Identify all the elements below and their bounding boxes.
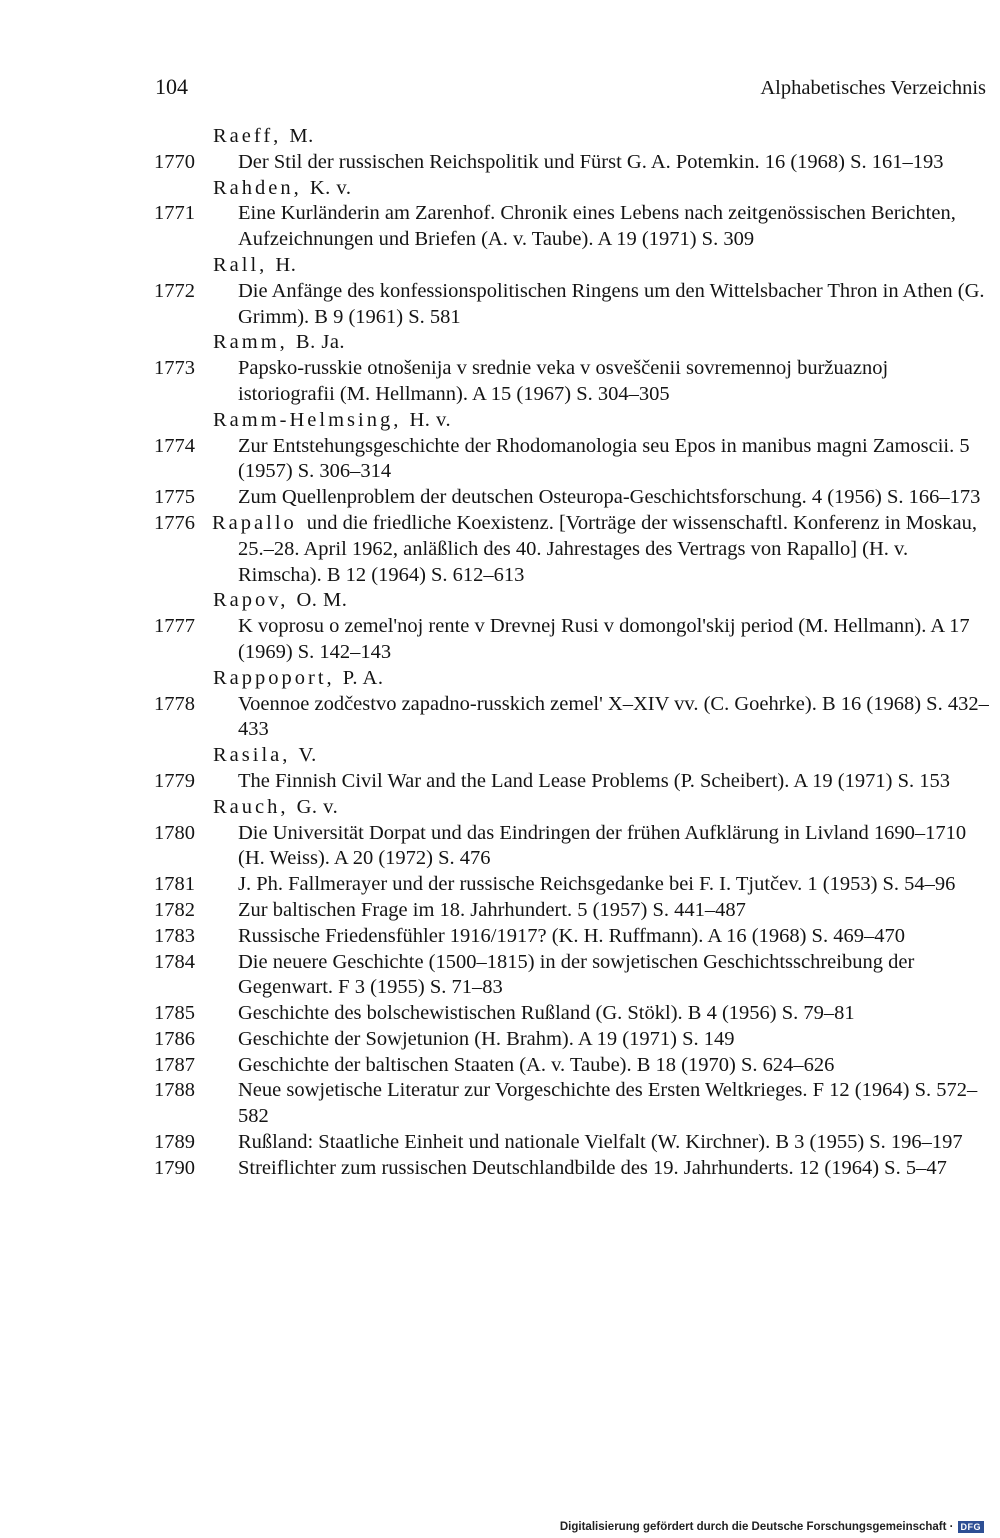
author-given-name: O. M.: [296, 589, 348, 612]
entry-text: Geschichte der Sowjetunion (H. Brahm). A 19 (1971) S. 149: [238, 1027, 735, 1050]
author-heading: [150, 330, 990, 356]
entry-number: 1772: [154, 279, 195, 302]
entry-number: 1776: [154, 511, 195, 534]
entry-text: Streiflichter zum russischen Deutschlandbilde des 19. Jahrhunderts. 12 (1964) S. 5–47: [238, 1156, 947, 1179]
entry-text: Der Stil der russischen Reichspolitik und Fürst G. A. Potemkin. 16 (1968) S. 161–193: [238, 150, 944, 173]
author-surname: Rall,: [213, 253, 268, 276]
entry-number: 1770: [154, 150, 195, 173]
entry-number: 1782: [154, 898, 195, 921]
author-given-name: H. v.: [409, 408, 452, 431]
author-given-name: P. A.: [342, 666, 384, 689]
entry-text: Zur baltischen Frage im 18. Jahrhundert. 5 (1957) S. 441–487: [238, 898, 746, 921]
index-entry: [150, 1001, 990, 1027]
author-heading: [150, 666, 990, 692]
entry-number: 1784: [154, 950, 195, 973]
index-entry: [150, 1156, 990, 1182]
dfg-logo: DFG: [958, 1521, 985, 1533]
index-entry: [150, 356, 990, 408]
entry-text: Die neuere Geschichte (1500–1815) in der sowjetischen Geschichtsschreibung der Gegenwart. F 3 (1955) S. 71–83: [238, 950, 915, 999]
entry-number: 1789: [154, 1131, 195, 1154]
index-entry: [150, 821, 990, 873]
author-surname: Rappoport,: [213, 666, 335, 689]
entry-text: The Finnish Civil War and the Land Lease Problems (P. Scheibert). A 19 (1971) S. 153: [238, 769, 950, 792]
author-given-name: H.: [275, 253, 297, 276]
entry-text: und die friedliche Koexistenz. [Vorträge der wissenschaftl. Konferenz in Moskau, 25.–28. April 1962, anläßlich des 40. Jahrestages des Vertrags von Rapallo] (H. v. Rimscha). B 12 (1964) S. 612–613: [238, 511, 977, 586]
author-surname: Ramm-Helmsing,: [213, 408, 402, 431]
entry-text: Geschichte der baltischen Staaten (A. v. Taube). B 18 (1970) S. 624–626: [238, 1053, 835, 1076]
author-heading: [150, 795, 990, 821]
entry-text: Die Anfänge des konfessionspolitischen Ringens um den Wittelsbacher Thron in Athen (G. Grimm). B 9 (1961) S. 581: [238, 279, 985, 328]
entry-text: Zur Entstehungsgeschichte der Rhodomanologia seu Epos in manibus magni Zamoscii. 5 (1957) S. 306–314: [238, 434, 970, 483]
author-surname: Rahden,: [213, 176, 302, 199]
author-heading: [150, 743, 990, 769]
index-entry: [150, 201, 990, 253]
entry-inline-heading: Rapallo: [212, 511, 297, 534]
author-surname: Rauch,: [213, 795, 289, 818]
page-number: 104: [155, 74, 188, 99]
author-heading: [150, 124, 990, 150]
running-head: Alphabetisches Verzeichnis: [760, 77, 986, 99]
author-given-name: M.: [289, 125, 314, 147]
author-heading: [150, 176, 990, 202]
index-entry: [150, 485, 990, 511]
author-given-name: V.: [298, 744, 317, 767]
entry-number: 1780: [154, 821, 195, 844]
entry-number: 1783: [154, 924, 195, 947]
entry-number: 1775: [154, 486, 195, 509]
entry-text: Rußland: Staatliche Einheit und nationale Vielfalt (W. Kirchner). B 3 (1955) S. 196–197: [238, 1131, 963, 1154]
author-heading: [150, 588, 990, 614]
author-surname: Ramm,: [213, 331, 288, 354]
entry-number: 1777: [154, 615, 195, 638]
entry-text: Russische Friedensfühler 1916/1917? (K. H. Ruffmann). A 16 (1968) S. 469–470: [238, 924, 905, 947]
author-surname: Rapov,: [213, 589, 289, 612]
entry-number: 1779: [154, 769, 195, 792]
entry-number: 1785: [154, 1002, 195, 1025]
footer-credit: Digitalisierung gefördert durch die Deutsche Forschungsgemeinschaft ·: [559, 1521, 954, 1533]
entry-text: Die Universität Dorpat und das Eindringen der frühen Aufklärung in Livland 1690–1710 (H. Weiss). A 20 (1972) S. 476: [238, 821, 967, 870]
entry-text: Papsko-russkie otnošenija v srednie veka v osveščenii sovremennoj buržuaznoj istoriografii (M. Hellmann). A 15 (1967) S. 304–305: [238, 357, 889, 405]
author-surname: Raeff,: [213, 125, 282, 147]
index-entry: [150, 769, 990, 795]
index-entry: [150, 872, 990, 898]
index-entry: [150, 898, 990, 924]
entry-text: Voennoe zodčestvo zapadno-russkich zemel' X–XIV vv. (C. Goehrke). B 16 (1968) S. 432–433: [238, 692, 989, 741]
entry-number: 1787: [154, 1053, 195, 1076]
entry-number: 1771: [154, 202, 195, 225]
index-entry: [150, 1130, 990, 1156]
entry-number: 1786: [154, 1027, 195, 1050]
index-entry: [150, 614, 990, 666]
index-entry: [150, 279, 990, 331]
author-heading: [150, 408, 990, 434]
entry-number: 1790: [154, 1156, 195, 1179]
author-given-name: G. v.: [296, 795, 339, 818]
author-heading: [150, 253, 990, 279]
index-entry: [150, 434, 990, 486]
index-entry: [150, 924, 990, 950]
index-entry: [150, 1053, 990, 1079]
entry-number: 1781: [154, 873, 195, 896]
index-entry: [150, 150, 990, 176]
entry-number: 1778: [154, 692, 195, 715]
entry-text: Zum Quellenproblem der deutschen Osteuropa-Geschichtsforschung. 4 (1956) S. 166–173: [238, 486, 981, 509]
index-entry: [150, 511, 990, 588]
entry-text: K voprosu o zemel'noj rente v Drevnej Rusi v domongol'skij period (M. Hellmann). A 17 (1969) S. 142–143: [238, 615, 970, 663]
index-entries: [150, 124, 990, 1182]
digitization-footer: [560, 1521, 984, 1533]
entry-text: Neue sowjetische Literatur zur Vorgeschichte des Ersten Weltkrieges. F 12 (1964) S. 572–582: [238, 1079, 978, 1128]
index-entry: [150, 1078, 990, 1130]
entry-number: 1774: [154, 434, 195, 457]
index-entry: [150, 950, 990, 1002]
entry-text: Eine Kurländerin am Zarenhof. Chronik eines Lebens nach zeitgenössischen Berichten, Aufzeichnungen und Briefen (A. v. Taube). A 19 (1971) S. 309: [238, 202, 956, 251]
entry-number: 1773: [154, 357, 195, 380]
author-given-name: K. v.: [309, 176, 352, 199]
author-given-name: B. Ja.: [295, 331, 346, 354]
index-entry: [150, 1027, 990, 1053]
entry-number: 1788: [154, 1079, 195, 1102]
entry-text: J. Ph. Fallmerayer und der russische Reichsgedanke bei F. I. Tjutčev. 1 (1953) S. 54–96: [238, 873, 956, 896]
entry-text: Geschichte des bolschewistischen Rußland (G. Stökl). B 4 (1956) S. 79–81: [238, 1002, 855, 1025]
index-entry: [150, 692, 990, 744]
author-surname: Rasila,: [213, 744, 291, 767]
